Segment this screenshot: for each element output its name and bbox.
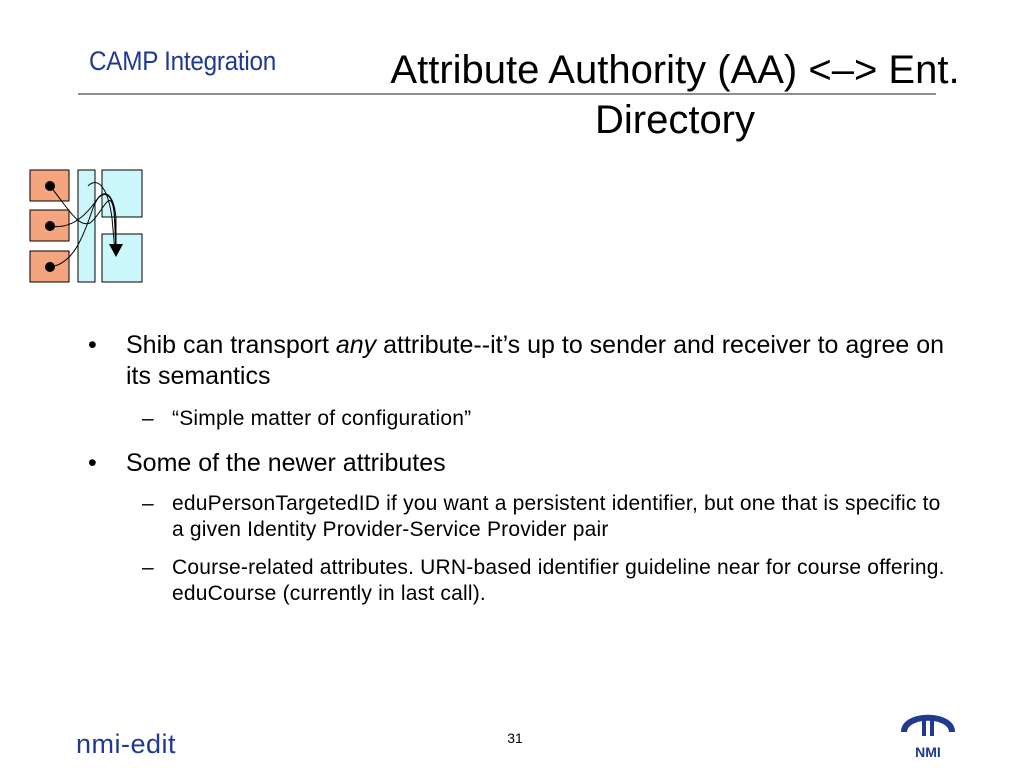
bullet-item (88, 448, 948, 479)
sub-bullet-marker: – (142, 407, 154, 430)
sub-bullet-item (88, 491, 948, 543)
nmi-logo-text: NMI (915, 744, 941, 760)
bullet-item (88, 330, 948, 392)
nmi-logo (898, 705, 958, 763)
bullet-text-post: attribute--it’s up to sender and receiver to agree on its semantics (126, 331, 945, 390)
bullet-text-pre: Shib can transport (126, 331, 336, 359)
bullet-text: Some of the newer attributes (126, 449, 446, 477)
sub-bullet-marker: – (142, 492, 154, 515)
target-box-bottom (102, 234, 142, 282)
bullet-text-emphasis: any (335, 331, 377, 359)
sub-bullet-text: “Simple matter of configuration” (172, 407, 472, 430)
sub-bullet-text: eduPersonTargetedID if you want a persistent identifier, but one that is specific to a given Identity Provider-Service Provider pair (172, 492, 941, 541)
slide-title (330, 45, 1020, 145)
nmi-logo-bar-right (930, 718, 934, 736)
slide-title-line-2: Directory (594, 98, 756, 142)
title-divider (78, 93, 936, 95)
footer-brand: nmi-edit (76, 729, 177, 759)
sub-bullet-marker: – (142, 556, 154, 579)
bullet-marker: • (88, 449, 97, 477)
attribute-flow-diagram (28, 168, 148, 286)
sub-bullet-item (88, 555, 948, 607)
nmi-logo-bar-left (922, 718, 926, 736)
bullet-list (88, 330, 948, 607)
nmi-logo-arc (904, 718, 952, 732)
page-number: 31 (507, 730, 523, 746)
sub-bullet-item (88, 406, 948, 432)
bullet-marker: • (88, 331, 97, 359)
sub-bullet-text: Course-related attributes. URN-based identifier guideline near for course offering. eduCourse (currently in last call). (172, 556, 945, 605)
brand-label: CAMP Integration (89, 46, 277, 76)
target-box-top (102, 170, 142, 217)
slide-title-line-1: Attribute Authority (AA) <–> Ent. (390, 48, 960, 92)
